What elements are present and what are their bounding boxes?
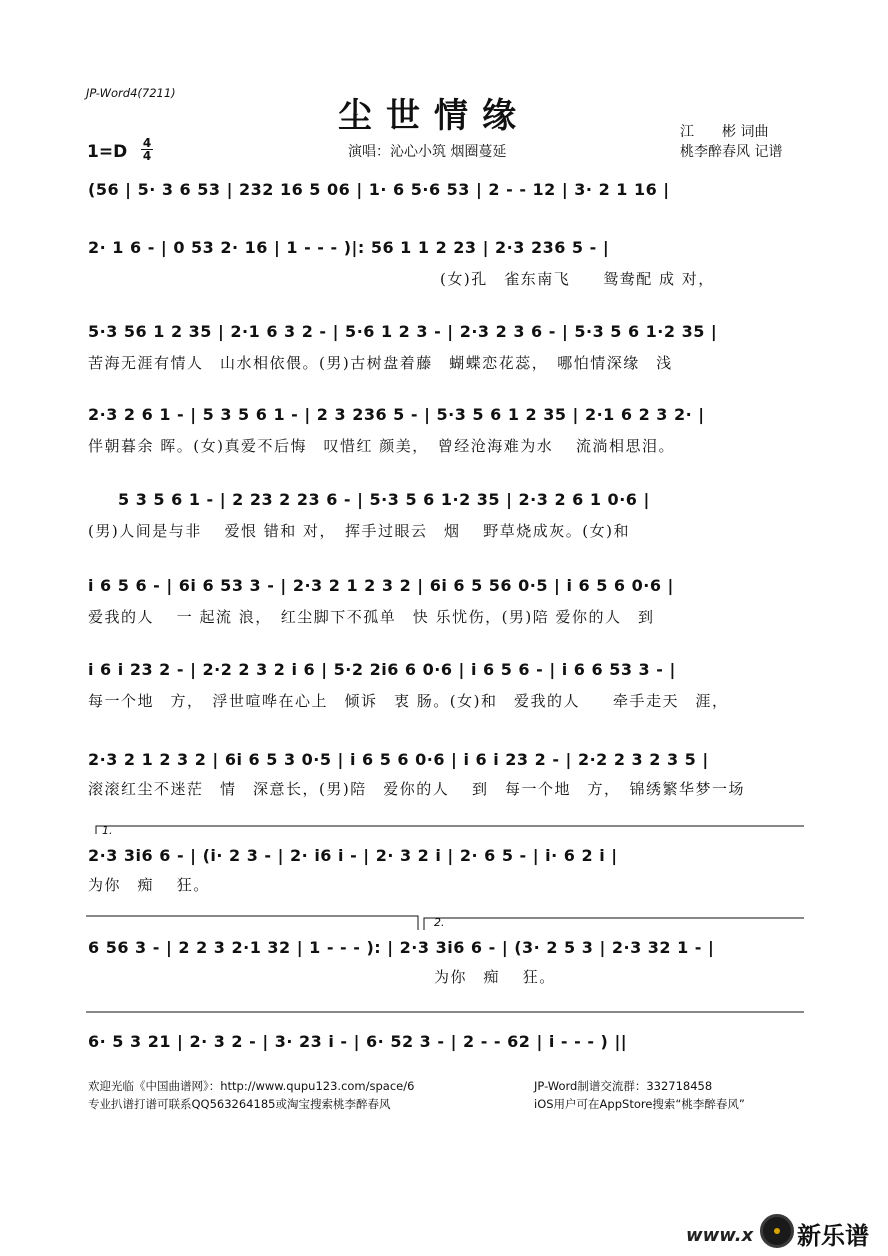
score-line-10-notes: 6 56 3 - | 2 2 3 2·1 32 | 1 - - - ): | 2·3 3i6 6 - | (3· 2 5 3 | 2·3 32 1 - | (88, 938, 715, 957)
singers: 演唱：沁心小筑 烟圈蔓延 (348, 144, 507, 160)
footer-ios-text: iOS用户可在AppStore搜索“桃李醉春风” (534, 1097, 745, 1111)
score-line-1-notes: (56 | 5· 3 6 53 | 232 16 5 06 | 1· 6 5·6 53 | 2 - - 12 | 3· 2 1 16 | (88, 180, 670, 199)
time-bottom: 4 (142, 149, 152, 163)
volta-second: 2. (434, 916, 445, 929)
footer-contact-text: 专业扒谱打谱可联系QQ563264185或淘宝搜索桃李醉春风 (88, 1097, 391, 1111)
score-line-8-lyrics: 滚滚红尘不迷茫 情 深意长，(男)陪 爱你的人 到 每一个地 方， 锦绣繁华梦一场 (88, 780, 745, 798)
score-line-7-notes: i 6 i 23 2 - | 2·2 2 3 2 i 6 | 5·2 2i6 6 0·6 | i 6 5 6 - | i 6 6 53 3 - | (88, 660, 676, 679)
score-line-6-notes: i 6 5 6 - | 6i 6 53 3 - | 2·3 2 1 2 3 2 | 6i 6 5 56 0·5 | i 6 5 6 0·6 | (88, 576, 674, 595)
score-line-7-lyrics: 每一个地 方， 浮世喧哗在心上 倾诉 衷 肠。(女)和 爱我的人 牵手走天 涯， (88, 692, 729, 710)
score-line-9-lyrics: 为你 痴 狂。 (88, 876, 210, 894)
score-line-6-lyrics: 爱我的人 一 起流 浪， 红尘脚下不孤单 快 乐忧伤，(男)陪 爱你的人 到 (88, 608, 655, 626)
score-line-9-notes: 2·3 3i6 6 - | (i· 2 3 - | 2· i6 i - | 2· 3 2 i | 2· 6 5 - | i· 6 2 i | (88, 846, 618, 865)
score-line-5-lyrics: (男)人间是与非 爱恨 错和 对， 挥手过眼云 烟 野草烧成灰。(女)和 (88, 522, 630, 540)
score-line-8-notes: 2·3 2 1 2 3 2 | 6i 6 5 3 0·5 | i 6 5 6 0·6 | i 6 i 23 2 - | 2·2 2 3 2 3 5 | (88, 750, 709, 769)
score-line-11-notes: 6· 5 3 21 | 2· 3 2 - | 3· 23 i - | 6· 52 3 - | 2 - - 62 | i - - - ) || (88, 1032, 628, 1051)
watermark-url: www.x (686, 1225, 754, 1246)
score-line-10-lyrics: 为你 痴 狂。 (434, 968, 556, 986)
footer-group-text: JP-Word制谱交流群：332718458 (534, 1079, 713, 1093)
watermark-disc-icon (760, 1214, 794, 1248)
key-label: 1=D (87, 142, 128, 162)
software-label: JP-Word4(7211) (86, 86, 176, 100)
transcriber: 桃李醉春风 记谱 (680, 144, 783, 160)
score-line-3-notes: 5·3 56 1 2 35 | 2·1 6 3 2 - | 5·6 1 2 3 - | 2·3 2 3 6 - | 5·3 5 6 1·2 35 | (88, 322, 718, 341)
score-line-4-notes: 2·3 2 6 1 - | 5 3 5 6 1 - | 2 3 236 5 - | 5·3 5 6 1 2 35 | 2·1 6 2 3 2· | (88, 405, 705, 424)
score-line-2-notes: 2· 1 6 - | 0 53 2· 16 | 1 - - - )|: 56 1 1 2 23 | 2·3 236 5 - | (88, 238, 610, 257)
watermark-brand: 新乐谱 (797, 1222, 869, 1250)
score-line-3-lyrics: 苦海无涯有情人 山水相依偎。(男)古树盘着藤 蝴蝶恋花蕊， 哪怕情深缘 浅 (88, 354, 673, 372)
volta-first: 1. (102, 824, 113, 837)
time-top: 4 (142, 136, 152, 150)
composer: 江 彬 词曲 (680, 124, 769, 140)
score-line-2-lyrics: (女)孔 雀东南飞 鸳鸯配 成 对， (440, 270, 715, 288)
score-line-5-notes: 5 3 5 6 1 - | 2 23 2 23 6 - | 5·3 5 6 1·2 35 | 2·3 2 6 1 0·6 | (118, 490, 650, 509)
score-line-4-lyrics: 伴朝暮余 晖。(女)真爱不后悔 叹惜红 颜美， 曾经沧海难为水 流淌相思泪。 (88, 437, 676, 455)
footer-link-text: 欢迎光临《中国曲谱网》：http://www.qupu123.com/space/6 (88, 1079, 415, 1093)
page-title: 尘世情缘 (338, 96, 530, 136)
